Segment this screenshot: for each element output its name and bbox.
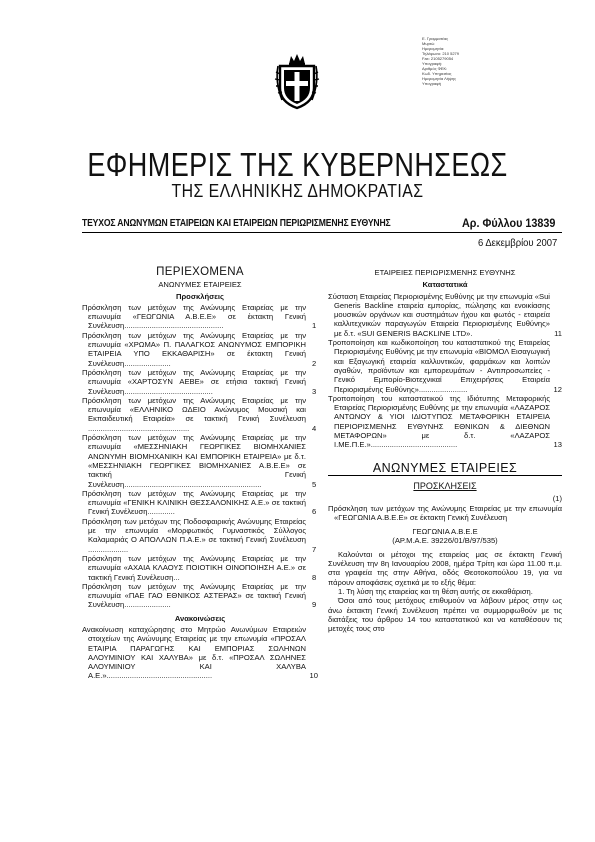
item-title: Πρόσκληση των μετόχων της Ανώνυμης Εταιρείας με την επωνυμία «ΓΕΩΓΩΝΙΑ Α.Β.Ε.Ε» σε έκτακτη Γενική Συνέλευση: [328, 503, 562, 522]
toc-entry[interactable]: Πρόσκληση των μετόχων της Ανώνυμης Εταιρείας με την επωνυμία «ΜΕΣΣΗΝΙΑΚΗ ΓΕΩΡΓΙΚΕΣ ΒΙΟΜΗΧΑΝΙΕΣ ΑΝΩΝΥΜΗ ΒΙΟΜΗΧΑΝΙΚΗ ΚΑΙ ΕΜΠΟΡΙΚΗ ΕΤΑΙΡΕΙΑ» με δ.τ. «ΜΕΣΣΗΝΙΑΚΗ ΓΕΩΡΓΙΚΕΣ ΒΙΟΜΗΧΑΝΙΕΣ Α.Β.Ε.Ε» σε τακτική Γενική Συνέλευση................................................................. 5: [82, 433, 317, 489]
gazette-title: ΕΦΗΜΕΡΙΣ ΤΗΣ ΚΥΒΕΡΝΗΣΕΩΣ: [87, 146, 508, 183]
toc-entry-text: Τροποποίηση και κωδικοποίηση του καταστατικού της Εταιρείας Περιορισμένης Ευθύνης με την επωνυμία «ΒΙΟΜΟΛ Εισαγωγική και Εξαγωγική εταιρεία καλλυντικών, φαρμάκων και λοιπών αγαθών, προϊόντων και εμπορευμάτων - Αντιπροσωπείες - Γενικό Εμπορίο-Βιοτεχνικαί Επιχειρήσεις Εταιρεία Περιορισμένης Ευθύνης».......................: [328, 338, 550, 394]
toc-entry[interactable]: Πρόσκληση των μετόχων της Ανώνυμης Εταιρείας με την επωνυμία «ΑΧΑΙΑ ΚΛΑΟΥΣ ΠΟΙΟΤΙΚΗ ΟΙΝΟΠΟΙΗΣΗ Α.Ε.» σε τακτική Γενική Συνέλευση... 8: [82, 553, 317, 582]
toc-entry-text: Πρόσκληση των μετόχων της Ανώνυμης Εταιρείας με την επωνυμία «ΑΧΑΙΑ ΚΛΑΟΥΣ ΠΟΙΟΤΙΚΗ ΟΙΝΟΠΟΙΗΣΗ Α.Ε.» σε τακτική Γενική Συνέλευση...: [82, 553, 306, 582]
body-sub-title: ΠΡΟΣΚΛΗΣΕΙΣ: [413, 480, 477, 491]
toc-entry-page: 11: [554, 328, 562, 338]
stamp-line: Τηλέφωνο: 210 5279: [422, 51, 460, 56]
issue-number: Αρ. Φύλλου 13839: [462, 216, 556, 230]
issue-date: 6 Δεκεμβρίου 2007: [478, 237, 558, 249]
body-paragraph: Καλούνται οι μέτοχοι της εταιρείας μας σε έκτακτη Γενική Συνέλευση την 8η Ιανουαρίου 2008, ημέρα Τρίτη και ώρα 11.00 π.μ. στα γραφεία της στην Αθήνα, οδός Θεοτοκοπούλου 19, για να πάρουν αποφάσεις σχετικά με το εξής θέμα:: [328, 549, 562, 587]
gazette-subtitle: ΤΗΣ ΕΛΛΗΝΙΚΗΣ ΔΗΜΟΚΡΑΤΙΑΣ: [171, 181, 424, 201]
toc-entry-text: Πρόσκληση των μετόχων της Ανώνυμης Εταιρείας με την επωνυμία «ΓΕΝΙΚΗ ΚΛΙΝΙΚΗ ΘΕΣΣΑΛΟΝΙΚΗΣ Α.Ε.» σε τακτική Γενική Συνέλευση.............: [82, 488, 306, 517]
toc-entry[interactable]: Πρόσκληση των μετόχων της Ανώνυμης Εταιρείας με την επωνυμία «ΧΡΩΜΑ» Π. ΠΑΛΑΓΚΟΣ ΑΝΩΝΥΜΟΣ ΕΜΠΟΡΙΚΗ ΕΤΑΙΡΕΙΑ ΥΠΟ ΕΚΚΑΘΑΡΙΣΗ» σε έκτακτη Γενική Συνέλευση...................... 2: [82, 330, 317, 368]
stamp-line: Κωδ. Υπηρεσίας: [422, 71, 452, 76]
body-paragraph: Όσοι από τους μετόχους επιθυμούν να λάβουν μέρος στην ως άνω έκτακτη Γενική Συνέλευση πρέπει να συμμορφωθούν με τις διατάξεις του άρθρου 14 του καταστατικού και να καταθέσουν τις μετοχές τους στο: [328, 596, 562, 634]
toc-entry-text: Πρόσκληση των μετόχων της Ανώνυμης Εταιρείας με την επωνυμία «ΠΑΕ ΓΑΟ ΕΘΝΙΚΟΣ ΑΣΤΕΡΑΣ» σε τακτική Γενική Συνέλευση......................: [82, 581, 306, 610]
toc-entry-page: 13: [553, 440, 562, 450]
header-rule: [82, 232, 562, 233]
receipt-stamp: [422, 36, 492, 86]
toc-entry-text: Σύσταση Εταιρείας Περιορισμένης Ευθύνης με την επωνυμία «Sui Generis Backline εταιρεία εμπορίας, πώλησης και ενοικίασης μουσικών οργάνων και συστημάτων ήχου και φωτός - εταιρεία καλλιτεχνικών παραγωγών Εταιρεία Περιορισμένης Ευθύνης» με δ.τ. «SUI GENERIS BACKLINE LTD».: [328, 291, 550, 338]
toc-section-ae: ΑΝΩΝΥΜΕΣ ΕΤΑΙΡΕΙΕΣ: [158, 280, 242, 290]
stamp-line: Ημερομηνία:: [422, 46, 445, 51]
toc-entry-text: Πρόσκληση των μετόχων της Ανώνυμης Εταιρείας με την επωνυμία «ΧΡΩΜΑ» Π. ΠΑΛΑΓΚΟΣ ΑΝΩΝΥΜΟΣ ΕΜΠΟΡΙΚΗ ΕΤΑΙΡΕΙΑ ΥΠΟ ΕΚΚΑΘΑΡΙΣΗ» σε έκτακτη Γενική Συνέλευση......................: [82, 330, 306, 368]
toc-entry-text: Πρόσκληση των μετόχων της Ανώνυμης Εταιρείας με την επωνυμία «ΧΑΡΤΟΣΥΝ ΑΕΒΕ» σε ετήσια τακτική Γενική Συνέλευση..........................................: [82, 367, 306, 396]
toc-entry-text: Τροποποίηση του καταστατικού της Ιδιότυπης Μεταφορικής Εταιρείας Περιορισμένης Ευθύνης με την επωνυμία «ΛΑΖΑΡΟΣ ΑΝΤΩΝΟΥ & ΥΙΟΙ ΙΔΙΟΤΥΠΟΣ ΜΕΤΑΦΟΡΙΚΗ ΕΤΑΙΡΕΙΑ ΠΕΡΙΟΡΙΣΜΕΝΗΣ ΕΥΘΥΝΗΣ ΕΘΝΙΚΩΝ & ΔΙΕΘΝΩΝ ΜΕΤΑΦΟΡΩΝ» με δ.τ. «ΛΑΖΑΡΟΣ Ι.ΜΕ.Π.Ε.».........................................: [328, 393, 550, 450]
toc-section-epe: ΕΤΑΙΡΕΙΕΣ ΠΕΡΙΩΡΙΣΜΕΝΗΣ ΕΥΘΥΝΗΣ: [374, 268, 516, 277]
toc-entry-page: 12: [553, 384, 562, 394]
stamp-line: Fax: 2105279054: [422, 56, 454, 61]
toc-entry[interactable]: Πρόσκληση των μετόχων της Ανώνυμης Εταιρείας με την επωνυμία «ΠΑΕ ΓΑΟ ΕΘΝΙΚΟΣ ΑΣΤΕΡΑΣ» σε τακτική Γενική Συνέλευση...................... 9: [82, 581, 317, 610]
stamp-line: Μυρτώ: [422, 41, 435, 46]
toc-left-column: [82, 268, 318, 681]
toc-sub-proskliseis: Προσκλήσεις: [176, 291, 224, 301]
toc-entry[interactable]: [328, 394, 562, 450]
toc-entry[interactable]: [82, 625, 318, 681]
toc-right-column: [328, 268, 562, 633]
toc-sub-anakoinoseis: Ανακοινώσεις: [174, 613, 226, 623]
toc-heading: ΠΕΡΙΕΧΟΜΕΝΑ: [156, 266, 244, 278]
stamp-line: Ε. Γραμματέας: [422, 36, 449, 41]
toc-entry[interactable]: [328, 338, 562, 394]
toc-entry-text: Πρόσκληση των μετόχων της Ανώνυμης Εταιρείας με την επωνυμία «ΜΕΣΣΗΝΙΑΚΗ ΓΕΩΡΓΙΚΕΣ ΒΙΟΜΗΧΑΝΙΕΣ ΑΝΩΝΥΜΗ ΒΙΟΜΗΧΑΝΙΚΗ ΚΑΙ ΕΜΠΟΡΙΚΗ ΕΤΑΙΡΕΙΑ» με δ.τ. «ΜΕΣΣΗΝΙΑΚΗ ΓΕΩΡΓΙΚΕΣ ΒΙΟΜΗΧΑΝΙΕΣ Α.Β.Ε.Ε» σε τακτική Γενική Συνέλευση.................................................................: [82, 433, 306, 489]
item-number: (1): [552, 494, 562, 504]
stamp-line: Υπογραφή: [422, 81, 442, 86]
toc-entry[interactable]: [328, 292, 562, 338]
toc-entry[interactable]: Πρόσκληση των μετόχων της Ανώνυμης Εταιρείας με την επωνυμία «ΧΑΡΤΟΣΥΝ ΑΕΒΕ» σε ετήσια τακτική Γενική Συνέλευση.......................................... 3: [82, 367, 317, 396]
toc-sub-katastatika: Καταστατικά: [422, 280, 468, 290]
issue-type: ΤΕΥΧΟΣ ΑΝΩΝΥΜΩΝ ΕΤΑΙΡΕΙΩΝ ΚΑΙ ΕΤΑΙΡΕΙΩΝ ΠΕΡΙΩΡΙΣΜΕΝΗΣ ΕΥΘΥΝΗΣ: [82, 217, 391, 229]
toc-entry-text: Πρόσκληση των μετόχων της Ανώνυμης Εταιρείας με την επωνυμία «ΕΛΛΗΝΙΚΟ ΩΔΕΙΟ Ανώνυμος Μουσική και Εκπαιδευτική Εταιρεία» σε τακτική Γενική Συνέλευση ................................................: [82, 395, 306, 433]
toc-entry-text: Πρόσκληση των μετόχων της Ανώνυμης Εταιρείας με την επωνυμία «ΓΕΩΓΩΝΙΑ Α.Β.Ε.Ε» σε έκτακτη Γενική Συνέλευση...............................................: [82, 302, 306, 331]
toc-entry-text: Πρόσκληση των μετόχων της Ποδοσφαιρικής Ανώνυμης Εταιρείας με την επωνυμία «Μορφωτικός Γυμναστικός Σύλλογος Καλαμαριάς Ο ΑΠΟΛΛΩΝ Π.Α.Ε.» σε τακτική Γενική Συνέλευση ...................: [82, 516, 306, 554]
registry-number: (ΑΡ.Μ.Α.Ε. 39226/01/Β/97/535): [392, 536, 498, 546]
stamp-line: Αριθμός ΦΕΚ:: [422, 66, 448, 71]
coat-of-arms-icon: [274, 52, 320, 110]
toc-entry[interactable]: Πρόσκληση των μετόχων της Ανώνυμης Εταιρείας με την επωνυμία «ΓΕΝΙΚΗ ΚΛΙΝΙΚΗ ΘΕΣΣΑΛΟΝΙΚΗΣ Α.Ε.» σε τακτική Γενική Συνέλευση............. 6: [82, 488, 317, 517]
stamp-line: Ημερομηνία Λήψης: [422, 76, 456, 81]
toc-entry[interactable]: Πρόσκληση των μετόχων της Ανώνυμης Εταιρείας με την επωνυμία «ΓΕΩΓΩΝΙΑ Α.Β.Ε.Ε» σε έκτακτη Γενική Συνέλευση............................................... 1: [82, 302, 317, 331]
toc-entry-text: Ανακοίνωση καταχώρησης στο Μητρώο Ανωνύμων Εταιρειών στοιχείων της Ανώνυμης Εταιρείας με την επωνυμία «ΠΡΟΣΑΛ ΕΤΑΙΡΙΑ ΠΑΡΑΓΩΓΗΣ ΚΑΙ ΕΜΠΟΡΙΑΣ ΣΩΛΗΝΩΝ ΑΛΟΥΜΙΝΙΟΥ ΚΑΙ ΧΑΛΥΒΑ» με δ.τ. «ΠΡΟΣΑΛ ΣΩΛΗΝΕΣ ΑΛΟΥΜΙΝΙΟΥ ΚΑΙ ΧΑΛΥΒΑ Α.Ε.»..................................................: [82, 624, 306, 681]
toc-entry-page: 10: [309, 671, 318, 681]
company-name: ΓΕΩΓΩΝΙΑ Α.Β.Ε.Ε: [412, 527, 478, 537]
toc-entry[interactable]: Πρόσκληση των μετόχων της Ποδοσφαιρικής Ανώνυμης Εταιρείας με την επωνυμία «Μορφωτικός Γυμναστικός Σύλλογος Καλαμαριάς Ο ΑΠΟΛΛΩΝ Π.Α.Ε.» σε τακτική Γενική Συνέλευση ................... 7: [82, 516, 317, 554]
body-section-title: ΑΝΩΝΥΜΕΣ ΕΤΑΙΡΕΙΕΣ: [372, 460, 518, 475]
stamp-line: Υπογραφή:: [422, 61, 443, 66]
toc-entry[interactable]: Πρόσκληση των μετόχων της Ανώνυμης Εταιρείας με την επωνυμία «ΕΛΛΗΝΙΚΟ ΩΔΕΙΟ Ανώνυμος Μουσική και Εκπαιδευτική Εταιρεία» σε τακτική Γενική Συνέλευση ................................................ 4: [82, 395, 317, 433]
section-rule: [328, 475, 562, 476]
body-paragraph: 1. Τη λύση της εταιρείας και τη θέση αυτής σε εκκαθάριση.: [338, 586, 533, 596]
